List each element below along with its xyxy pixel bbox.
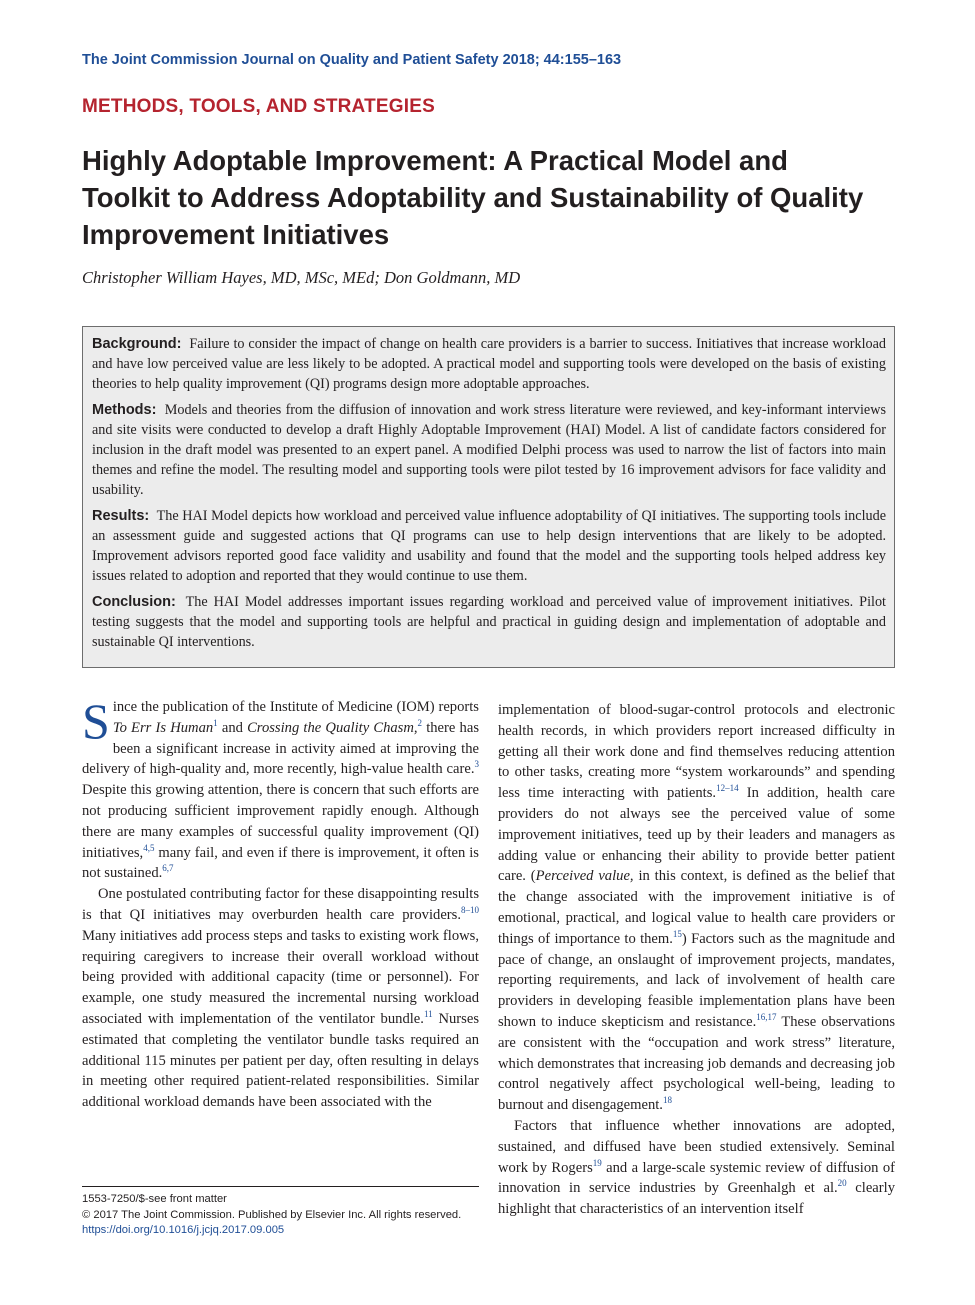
text-run: many fail, and even if there is improvement, it often is not sustained.: [82, 844, 479, 882]
citation-ref[interactable]: 1: [213, 717, 218, 728]
citation-ref[interactable]: 20: [837, 1178, 847, 1189]
abstract-conclusion-label: Conclusion:: [92, 594, 176, 610]
journal-citation[interactable]: The Joint Commission Journal on Quality and Patient Safety 2018; 44:155–163: [82, 52, 622, 68]
drop-cap: S: [82, 693, 110, 749]
citation-ref[interactable]: 18: [662, 1095, 672, 1106]
abstract-results: [92, 506, 886, 586]
abstract-background-text: Failure to consider the impact of change on health care providers is a barrier to success. Initiatives that increase workload and have low perceived value are less likely to be adopted. A practical model and supporting tools were developed on the basis of existing theories to help quality improvement (QI) programs design more adoptable approaches.: [92, 336, 887, 392]
text-run: clearly highlight that characteristics of an intervention itself: [498, 1180, 895, 1218]
text-run: and: [217, 719, 248, 736]
text-run: Factors that influence whether innovations are adopted, sustained, and diffused have been studied extensively. Seminal work by Rogers: [498, 1117, 895, 1176]
text-run: ince the publication of the Institute of Medicine (IOM) reports: [112, 699, 479, 715]
body-column-right: [498, 700, 895, 1220]
abstract-methods-label: Methods:: [92, 402, 157, 418]
citation-ref[interactable]: 16,17: [756, 1011, 777, 1022]
citation-ref[interactable]: 8–10: [461, 904, 479, 915]
abstract-box: [82, 326, 895, 668]
text-run: In addition, health care providers do not always see the perceived value of some improvement initiatives, teed up by their leaders and managers as adding value or enhancing their ability to provide better patient care. (: [498, 785, 895, 885]
citation-ref[interactable]: 11: [423, 1008, 433, 1019]
text-run: and a large-scale systemic review of diffusion of innovation in service industries by Greenhalgh et al.: [498, 1159, 895, 1197]
copyright-line: © 2017 The Joint Commission. Published by Elsevier Inc. All rights reserved.: [82, 1208, 462, 1221]
text-run: These observations are consistent with the “occupation and work stress” literature, which demonstrates that increasing job demands and decreasing job control negatively affect psychological well-being, leading to burnout and disengagement.: [498, 1013, 895, 1114]
text-run: implementation of blood-sugar-control protocols and electronic health records, in which providers report increased difficulty in getting all their work done and find themselves reducing attention to other tasks, creating more “system workarounds” and spending less time interacting with patients.: [498, 702, 895, 802]
abstract-methods-text: Models and theories from the diffusion of innovation and work stress literature were reviewed, and key-informant interviews and site visits were conducted to develop a draft Highly Adoptable Improvement (HAI) Model. A list of candidate factors considered for inclusion in the draft model was presented to an expert panel. A modified Delphi process was used to narrow the list of factors into main themes and refine the model. The resulting model and supporting tools were pilot tested by 16 improvement advisors for face validity and usability.: [92, 402, 886, 498]
citation-ref[interactable]: 19: [592, 1157, 602, 1168]
text-run: One postulated contributing factor for these disappointing results is that QI initiatives may overburden health care providers.: [82, 886, 479, 923]
body-paragraph-1: [82, 693, 479, 884]
text-run: Nurses estimated that completing the ventilator bundle tasks required an additional 115 minutes per patient per day, often resulting in delays in meeting other required patient-related responsibilities. Similar additional workload demands have been associated with the: [82, 1010, 479, 1111]
cited-title: To Err Is Human: [112, 719, 214, 736]
footnote: [82, 1186, 479, 1239]
abstract-results-text: The HAI Model depicts how workload and perceived value influence adoptability of QI initiatives. The supporting tools include an assessment guide and suggested actions that QI programs can use to help design interventions that are likely to be adopted. Improvement advisors reported good face validity and usability and found that the model and the supporting tools helped address key issues related to adoption and reported that they would continue to use them.: [92, 508, 887, 584]
citation-ref[interactable]: 12–14: [716, 783, 739, 794]
text-run: Despite this growing attention, there is concern that such efforts are not producing sufficient improvement rapidly enough. Although there are many examples of successful quality improvement (QI) initiatives,: [82, 782, 479, 861]
abstract-background: [92, 334, 886, 394]
citation-ref[interactable]: 3: [474, 759, 479, 770]
text-run: there has been a significant increase in activity aimed at improving the delivery of high-quality and, more recently, high-value health care.: [82, 719, 479, 778]
abstract-conclusion-text: The HAI Model addresses important issues regarding workload and perceived value of improvement initiatives. Pilot testing suggests that the model and supporting tools are helpful and practical in guiding design and implementation of adoptable and sustainable QI interventions.: [92, 594, 886, 650]
doi-link[interactable]: https://doi.org/10.1016/j.jcjq.2017.09.005: [82, 1224, 285, 1236]
text-run: Many initiatives add process steps and tasks to existing work flows, requiring caregivers to increase their overall workload without being provided with additional capacity (time or personnel). For example, one study measured the incremental nursing workload associated with implementation of the ventilator bundle.: [82, 927, 479, 1027]
citation-ref[interactable]: 2: [417, 717, 423, 728]
text-run: ) Factors such as the magnitude and pace of change, an onslaught of improvement projects, mandates, reporting requirements, and lack of involvement of health care providers in developing feasible implementation plans have been shown to induce skepticism and resistance.: [498, 930, 895, 1030]
citation-ref[interactable]: 6,7: [162, 863, 174, 874]
abstract-results-label: Results:: [92, 508, 150, 524]
abstract-background-label: Background:: [92, 336, 182, 352]
article-title: Highly Adoptable Improvement: A Practical Model and Toolkit to Address Adoptability and Sustainability of Quality Improvement Initiatives: [82, 145, 864, 250]
body-paragraph-4: [498, 1116, 895, 1220]
defined-term: Perceived value,: [535, 868, 634, 885]
body-column-left: [82, 693, 479, 1113]
abstract-methods: [92, 400, 886, 500]
section-heading: METHODS, TOOLS, AND STRATEGIES: [82, 96, 435, 117]
body-paragraph-2: [82, 884, 479, 1113]
citation-ref[interactable]: 4,5: [143, 842, 155, 853]
citation-ref[interactable]: 15: [672, 928, 682, 939]
body-paragraph-3: [498, 700, 895, 1116]
cited-title: Crossing the Quality Chasm,: [247, 719, 418, 736]
text-run: in this context, is defined as the belief that the change associated with the improvement initiative is of emotional, practical, and logical value to health care providers or things of importance to them.: [498, 868, 895, 947]
issn-line: 1553-7250/$-see front matter: [82, 1193, 227, 1205]
abstract-conclusion: [92, 592, 886, 652]
article-authors: Christopher William Hayes, MD, MSc, MEd; Don Goldmann, MD: [82, 268, 521, 287]
